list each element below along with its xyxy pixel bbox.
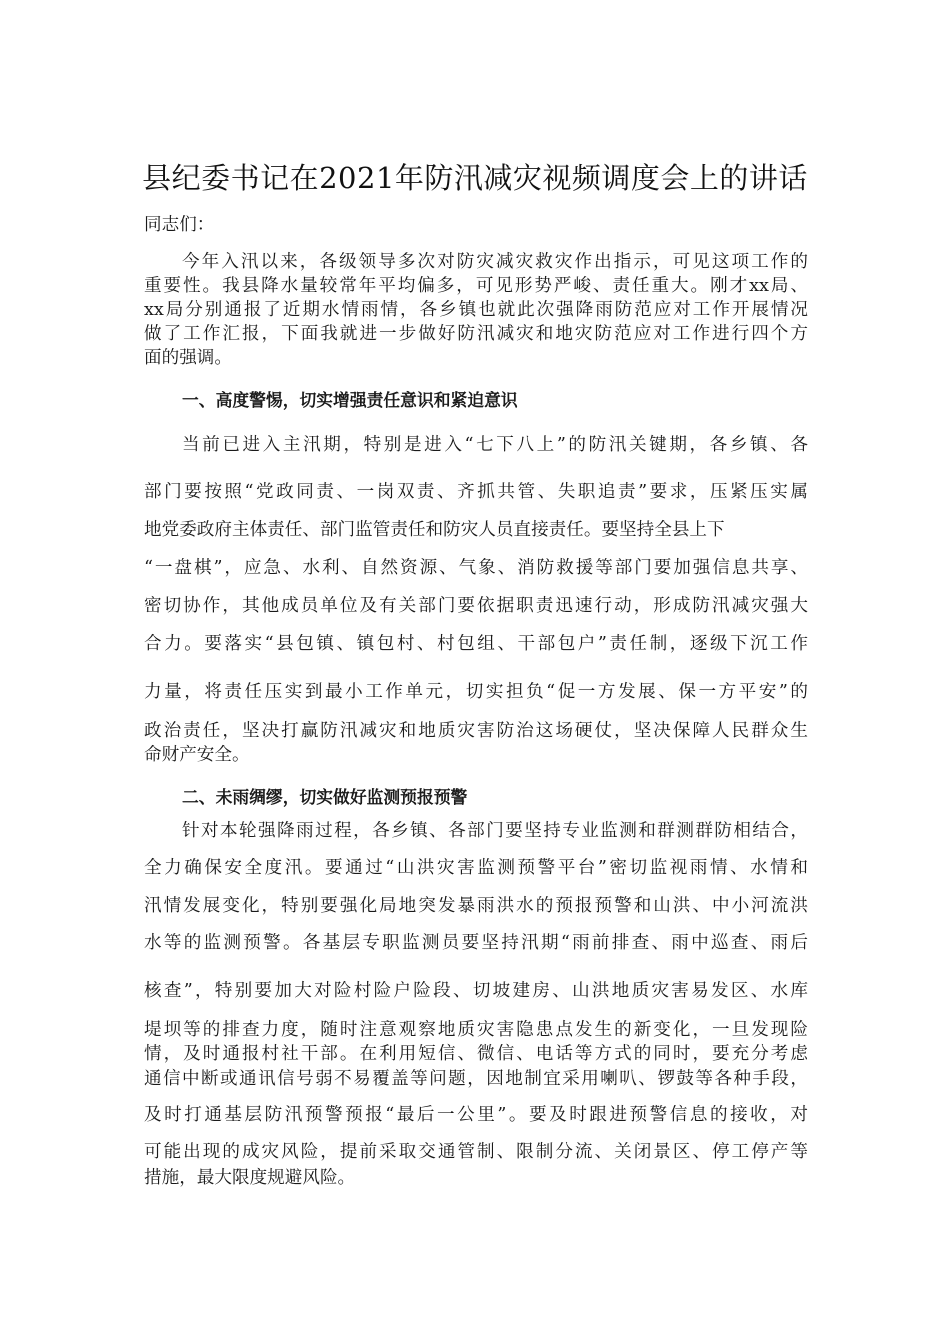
paragraph-line: 及时打通基层防汛预警预报“最后一公里”。要及时跟进预警信息的接收，对 xyxy=(144,1105,808,1125)
paragraph-line: “一盘棋”，应急、水利、自然资源、气象、消防救援等部门要加强信息共享、 xyxy=(144,558,808,578)
paragraph-line: 汛情发展变化，特别要强化局地突发暴雨洪水的预报预警和山洪、中小河流洪 xyxy=(144,896,808,916)
paragraph-line: 今年入汛以来，各级领导多次对防灾减灾救灾作出指示，可见这项工作的 xyxy=(182,252,808,272)
section-heading: 二、未雨绸缪，切实做好监测预报预警 xyxy=(182,787,468,807)
paragraph-line: 地党委政府主体责任、部门监管责任和防灾人员直接责任。要坚持全县上下 xyxy=(144,520,725,540)
paragraph-line: 命财产安全。 xyxy=(144,745,250,765)
paragraph-line: 重要性。我县降水量较常年平均偏多，可见形势严峻、责任重大。刚才xx局、 xyxy=(144,276,808,296)
paragraph-line: 措施，最大限度规避风险。 xyxy=(144,1168,356,1188)
paragraph-line: 情，及时通报村社干部。在利用短信、微信、电话等方式的同时，要充分考虑 xyxy=(144,1044,808,1064)
paragraph-line: xx局分别通报了近期水情雨情，各乡镇也就此次强降雨防范应对工作开展情况 xyxy=(144,300,808,320)
paragraph-line: 水等的监测预警。各基层专职监测员要坚持汛期“雨前排查、雨中巡查、雨后 xyxy=(144,933,808,953)
paragraph-line: 可能出现的成灾风险，提前采取交通管制、限制分流、关闭景区、停工停产等 xyxy=(144,1142,808,1162)
paragraph-line: 力量，将责任压实到最小工作单元，切实担负“促一方发展、保一方平安”的 xyxy=(144,682,808,702)
paragraph-line: 堤坝等的排查力度，随时注意观察地质灾害隐患点发生的新变化，一旦发现险 xyxy=(144,1020,808,1040)
paragraph-line: 做了工作汇报，下面我就进一步做好防汛减灾和地灾防范应对工作进行四个方 xyxy=(144,324,808,344)
paragraph-line: 全力确保安全度汛。要通过“山洪灾害监测预警平台”密切监视雨情、水情和 xyxy=(144,858,808,878)
paragraph-line: 针对本轮强降雨过程，各乡镇、各部门要坚持专业监测和群测群防相结合， xyxy=(182,821,808,841)
section-heading: 一、高度警惕，切实增强责任意识和紧迫意识 xyxy=(182,390,518,410)
document-title: 县纪委书记在2021年防汛减灾视频调度会上的讲话 xyxy=(142,161,808,195)
paragraph-line: 部门要按照“党政同责、一岗双责、齐抓共管、失职追责”要求，压紧压实属 xyxy=(144,482,808,502)
paragraph-line: 通信中断或通讯信号弱不易覆盖等问题，因地制宜采用喇叭、锣鼓等各种手段， xyxy=(144,1069,808,1089)
paragraph-line: 核查”，特别要加大对险村险户险段、切坡建房、山洪地质灾害易发区、水库 xyxy=(144,981,808,1001)
paragraph-line: 当前已进入主汛期，特别是进入“七下八上”的防汛关键期，各乡镇、各 xyxy=(182,435,808,455)
paragraph-line: 面的强调。 xyxy=(144,348,232,368)
paragraph-line: 政治责任，坚决打赢防汛减灾和地质灾害防治这场硬仗，坚决保障人民群众生 xyxy=(144,721,808,741)
paragraph-line: 密切协作，其他成员单位及有关部门要依据职责迅速行动，形成防汛减灾强大 xyxy=(144,596,808,616)
paragraph-line: 合力。要落实“县包镇、镇包村、村包组、干部包户”责任制，逐级下沉工作 xyxy=(144,634,808,654)
greeting: 同志们： xyxy=(144,215,215,235)
